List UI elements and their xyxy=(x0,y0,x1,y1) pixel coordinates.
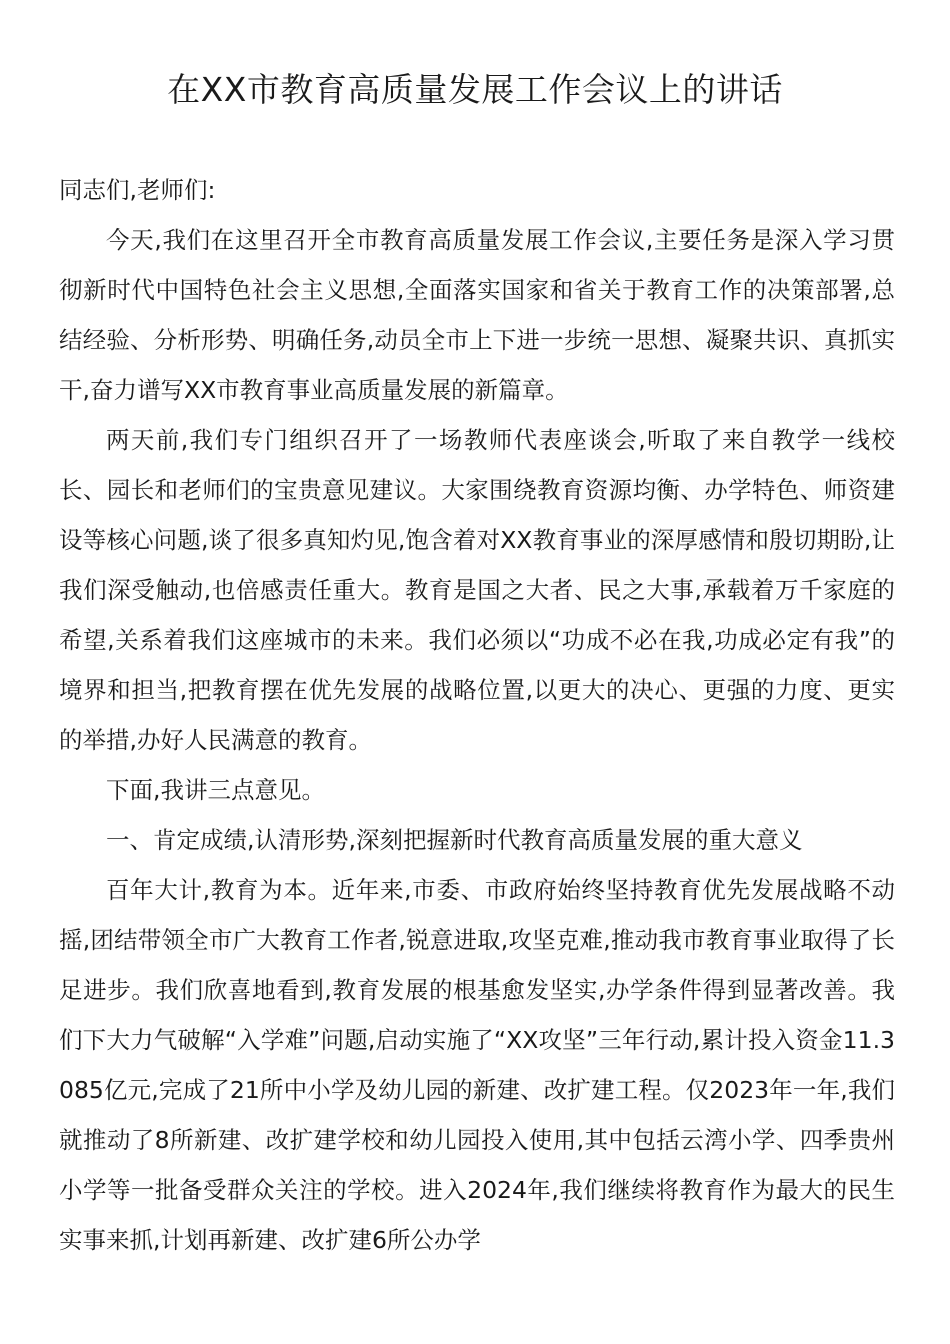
paragraph-outline: 下面,我讲三点意见。 xyxy=(106,776,325,804)
paragraph-achievements: 百年大计,教育为本。近年来,市委、市政府始终坚持教育优先发展战略不动摇,团结带领全市广大教育工作者,锐意进取,攻坚克难,推动我市教育事业取得了长足进步。我们欣喜地看到,教育发展的根基愈发坚实,办学条件得到显著改善。我们下大力气破解“入学难”问题,启动实施了“XX攻坚”三年行动,累计投入资金11.3085亿元,完成了21所中小学及幼儿园的新建、改扩建工程。仅2023年一年,我们就推动了8所新建、改扩建学校和幼儿园投入使用,其中包括云湾小学、四季贵州小学等一批备受群众关注的学校。进入2024年,我们继续将教育作为最大的民生实事来抓,计划再新建、改扩建6所公办学 xyxy=(59,876,895,1254)
section-heading-1: 一、肯定成绩,认清形势,深刻把握新时代教育高质量发展的重大意义 xyxy=(106,826,803,854)
paragraph-opening: 今天,我们在这里召开全市教育高质量发展工作会议,主要任务是深入学习贯彻新时代中国特色社会主义思想,全面落实国家和省关于教育工作的决策部署,总结经验、分析形势、明确任务,动员全市上下进一步统一思想、凝聚共识、真抓实干,奋力谱写XX市教育事业高质量发展的新篇章。 xyxy=(59,226,895,404)
paragraph-forum: 两天前,我们专门组织召开了一场教师代表座谈会,听取了来自教学一线校长、园长和老师们的宝贵意见建议。大家围绕教育资源均衡、办学特色、师资建设等核心问题,谈了很多真知灼见,饱含着对XX教育事业的深厚感情和殷切期盼,让我们深受触动,也倍感责任重大。教育是国之大者、民之大事,承载着万千家庭的希望,关系着我们这座城市的未来。我们必须以“功成不必在我,功成必定有我”的境界和担当,把教育摆在优先发展的战略位置,以更大的决心、更强的力度、更实的举措,办好人民满意的教育。 xyxy=(59,426,895,754)
document-title: 在XX市教育高质量发展工作会议上的讲话 xyxy=(167,70,783,109)
salutation: 同志们,老师们: xyxy=(59,176,216,204)
document-body xyxy=(59,165,895,1265)
